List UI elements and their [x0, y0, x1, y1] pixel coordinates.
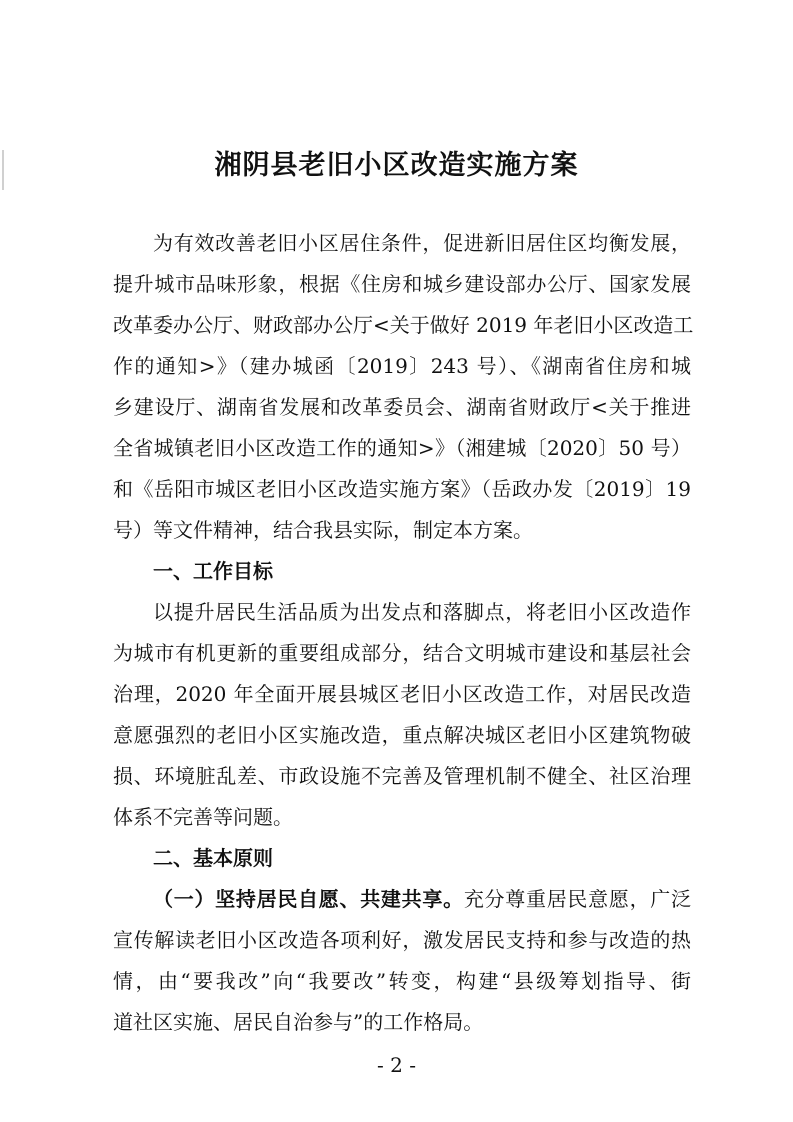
intro-line-7: 和《岳阳市城区老旧小区改造实施方案》（岳政办发〔2019〕19: [113, 477, 691, 501]
intro-line-6: 全省城镇老旧小区改造工作的通知>》（湘建城〔2020〕50 号）: [113, 436, 691, 460]
intro-line-8: 号）等文件精神，结合我县实际，制定本方案。: [113, 518, 533, 542]
section-heading-principles: 二、基本原则: [153, 846, 273, 870]
principle-1-line-3: 情，由“要我改”向“我要改”转变，构建“县级筹划指导、街: [113, 969, 691, 993]
page-number: - 2 -: [377, 1053, 416, 1077]
goals-line-6: 体系不完善等问题。: [113, 805, 293, 829]
goals-line-2: 为城市有机更新的重要组成部分，结合文明城市建设和基层社会: [113, 641, 691, 665]
section-heading-goals: 一、工作目标: [153, 559, 273, 583]
goals-line-5: 损、环境脏乱差、市政设施不完善及管理机制不健全、社区治理: [113, 764, 691, 788]
document-title: 湘阴县老旧小区改造实施方案: [214, 150, 579, 181]
principle-1-line-2: 宣传解读老旧小区改造各项利好，激发居民支持和参与改造的热: [113, 928, 691, 952]
principle-1-line-1: [153, 879, 691, 919]
intro-line-1: 为有效改善老旧小区居住条件，促进新旧居住区均衡发展，: [153, 231, 691, 255]
principle-1-line-4: 道社区实施、居民自治参与”的工作格局。: [113, 1010, 484, 1034]
intro-line-4: 作的通知>》（建办城函〔2019〕243 号）、《湖南省住房和城: [113, 354, 691, 378]
goals-line-3: 治理，2020 年全面开展县城区老旧小区改造工作，对居民改造: [113, 682, 691, 706]
principle-1-first-rest: 充分尊重居民意愿，广泛: [463, 887, 692, 911]
goals-line-4: 意愿强烈的老旧小区实施改造，重点解决城区老旧小区建筑物破: [113, 723, 691, 747]
principle-1-lead: （一）坚持居民自愿、共建共享。: [153, 887, 464, 911]
intro-line-3: 改革委办公厅、财政部办公厅<关于做好 2019 年老旧小区改造工: [113, 313, 694, 337]
goals-line-1: 以提升居民生活品质为出发点和落脚点，将老旧小区改造作: [153, 600, 691, 624]
intro-line-2: 提升城市品味形象，根据《住房和城乡建设部办公厅、国家发展: [113, 272, 691, 296]
intro-line-5: 乡建设厅、湖南省发展和改革委员会、湖南省财政厅<关于推进: [113, 395, 691, 419]
